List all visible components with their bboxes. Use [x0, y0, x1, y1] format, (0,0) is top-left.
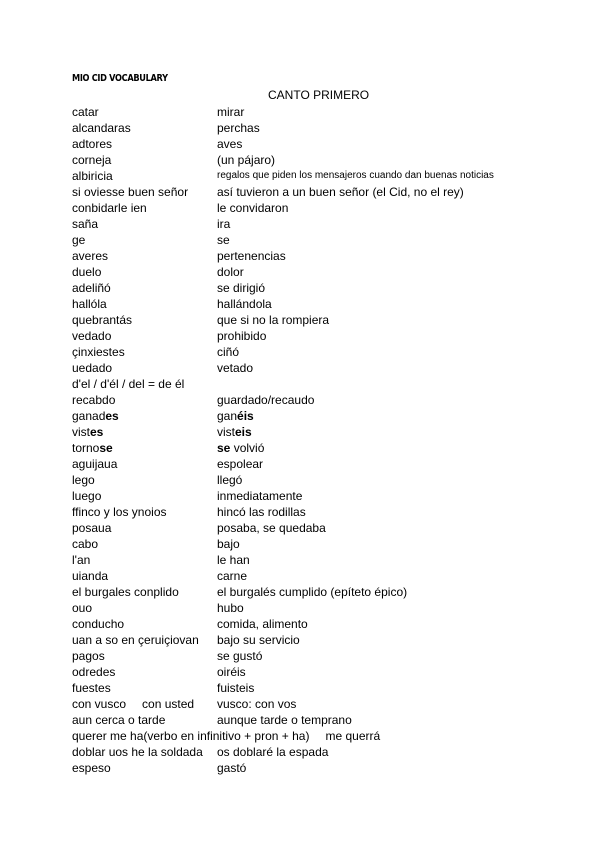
- entry-gloss: se: [217, 233, 230, 247]
- list-item: [72, 488, 562, 504]
- entry-gloss: ciñó: [217, 345, 240, 359]
- entry-term: conbidarle ien: [72, 201, 147, 215]
- entry-term: adtores: [72, 137, 113, 151]
- section-heading: CANTO PRIMERO: [268, 88, 370, 102]
- vocabulary-list: [72, 104, 562, 776]
- entry-gloss: (un pájaro): [217, 153, 276, 167]
- list-item: [72, 600, 562, 616]
- list-item: [72, 616, 562, 632]
- entry-gloss: así tuvieron a un buen señor (el Cid, no el rey): [217, 185, 464, 199]
- entry-gloss: comida, alimento: [217, 617, 308, 631]
- list-item: [72, 568, 562, 584]
- list-item: [72, 472, 562, 488]
- entry-term: duelo: [72, 265, 102, 279]
- entry-term: alcandaras: [72, 121, 131, 135]
- entry-term: cabo: [72, 537, 99, 551]
- entry-gloss: ira: [217, 217, 231, 231]
- entry-gloss: mirar: [217, 105, 245, 119]
- entry-gloss: se gustó: [217, 649, 263, 663]
- list-item: [72, 712, 562, 728]
- entry-gloss: oiréis: [217, 665, 246, 679]
- term-stem: torno: [72, 441, 100, 455]
- entry-term: l'an: [72, 553, 91, 567]
- entry-term: quebrantás: [72, 313, 133, 327]
- entry-gloss: le han: [217, 553, 250, 567]
- list-item: [72, 168, 562, 184]
- entry-gloss: hubo: [217, 601, 244, 615]
- entry-gloss: carne: [217, 569, 248, 583]
- entry-term: ouo: [72, 601, 93, 615]
- gloss-rest: volvió: [230, 441, 265, 455]
- entry-term: albiricia: [72, 169, 113, 183]
- entry-term: adeliñó: [72, 281, 111, 295]
- entry-term: ffinco y los ynoios: [72, 505, 167, 519]
- entry-term: odredes: [72, 665, 116, 679]
- entry-gloss: os doblaré la espada: [217, 745, 329, 759]
- entry-term: si oviesse buen señor: [72, 185, 189, 199]
- entry-term: luego: [72, 489, 102, 503]
- list-item: [72, 312, 562, 328]
- entry-term: conducho: [72, 617, 125, 631]
- entry-term: [72, 696, 194, 712]
- entry-term: lego: [72, 473, 95, 487]
- entry-term: recabdo: [72, 393, 116, 407]
- note-part: me querrá: [325, 729, 381, 743]
- entry-gloss: vetado: [217, 361, 254, 375]
- entry-gloss: bajo su servicio: [217, 633, 300, 647]
- entry-gloss: posaba, se quedaba: [217, 521, 326, 535]
- list-item: [72, 760, 562, 776]
- term-ending: se: [99, 441, 113, 455]
- list-item: [72, 344, 562, 360]
- entry-term: [72, 408, 119, 424]
- term-stem: vist: [72, 425, 90, 439]
- list-item: [72, 360, 562, 376]
- entry-gloss: [217, 408, 254, 424]
- list-item: [72, 424, 562, 440]
- gloss-ending: éis: [237, 409, 254, 423]
- entry-term: espeso: [72, 761, 111, 775]
- entry-gloss: aunque tarde o temprano: [217, 713, 352, 727]
- entry-term: uan a so en çeruiçiovan: [72, 633, 199, 647]
- entry-gloss: bajo: [217, 537, 240, 551]
- list-item: [72, 248, 562, 264]
- entry-term: aguijaua: [72, 457, 118, 471]
- entry-term: ge: [72, 233, 86, 247]
- entry-gloss: espolear: [217, 457, 264, 471]
- entry-gloss: fuisteis: [217, 681, 255, 695]
- list-item: [72, 696, 562, 712]
- list-item: [72, 632, 562, 648]
- entry-term: vedado: [72, 329, 112, 343]
- list-item: [72, 520, 562, 536]
- note-part: querer me ha(verbo en infinitivo + pron + ha): [72, 729, 310, 743]
- gloss-stem: gan: [217, 409, 238, 423]
- list-item: [72, 280, 562, 296]
- list-item: [72, 184, 562, 200]
- list-item: [72, 376, 562, 392]
- entry-gloss: [217, 440, 264, 456]
- term-ending: es: [105, 409, 119, 423]
- entry-gloss: [217, 424, 252, 440]
- entry-term: pagos: [72, 649, 105, 663]
- list-item: [72, 728, 562, 744]
- entry-term: fuestes: [72, 681, 111, 695]
- entry-note: d'el / d'él / del = de él: [72, 377, 185, 391]
- list-item: [72, 120, 562, 136]
- entry-gloss: prohibido: [217, 329, 267, 343]
- term-part: con usted: [142, 697, 195, 711]
- entry-term: hallóla: [72, 297, 107, 311]
- list-item: [72, 664, 562, 680]
- entry-gloss: llegó: [217, 473, 243, 487]
- list-item: [72, 456, 562, 472]
- entry-term: el burgales conplido: [72, 585, 179, 599]
- entry-gloss: el burgalés cumplido (epíteto épico): [217, 585, 408, 599]
- entry-gloss: regalos que piden los mensajeros cuando dan buenas noticias: [217, 170, 494, 181]
- list-item: [72, 744, 562, 760]
- entry-term: posaua: [72, 521, 112, 535]
- entry-gloss: inmediatamente: [217, 489, 303, 503]
- entry-note: [72, 728, 380, 744]
- entry-gloss: dolor: [217, 265, 244, 279]
- entry-term: doblar uos he la soldada: [72, 745, 203, 759]
- list-item: [72, 152, 562, 168]
- entry-gloss: se dirigió: [217, 281, 266, 295]
- entry-gloss: le convidaron: [217, 201, 289, 215]
- entry-term: catar: [72, 105, 99, 119]
- entry-gloss: gastó: [217, 761, 247, 775]
- list-item: [72, 648, 562, 664]
- entry-gloss: hallándola: [217, 297, 272, 311]
- list-item: [72, 536, 562, 552]
- entry-gloss: guardado/recaudo: [217, 393, 315, 407]
- list-item: [72, 504, 562, 520]
- entry-gloss: perchas: [217, 121, 260, 135]
- list-item: [72, 328, 562, 344]
- list-item: [72, 136, 562, 152]
- list-item: [72, 584, 562, 600]
- list-item: [72, 392, 562, 408]
- gloss-ending: eis: [235, 425, 252, 439]
- gloss-stem: vist: [217, 425, 235, 439]
- list-item: [72, 440, 562, 456]
- entry-term: çinxiestes: [72, 345, 125, 359]
- entry-term: [72, 424, 103, 440]
- entry-term: uianda: [72, 569, 109, 583]
- entry-gloss: aves: [217, 137, 243, 151]
- entry-term: uedado: [72, 361, 113, 375]
- list-item: [72, 216, 562, 232]
- entry-term: saña: [72, 217, 99, 231]
- entry-gloss: que si no la rompiera: [217, 313, 330, 327]
- entry-gloss: pertenencias: [217, 249, 286, 263]
- entry-gloss: hincó las rodillas: [217, 505, 306, 519]
- list-item: [72, 296, 562, 312]
- term-stem: ganad: [72, 409, 106, 423]
- list-item: [72, 680, 562, 696]
- list-item: [72, 552, 562, 568]
- document-title: MIO CID VOCABULARY: [72, 73, 168, 84]
- list-item: [72, 232, 562, 248]
- entry-term: averes: [72, 249, 109, 263]
- list-item: [72, 200, 562, 216]
- entry-gloss: vusco: con vos: [217, 697, 297, 711]
- list-item: [72, 104, 562, 120]
- gloss-pronoun: se: [217, 441, 231, 455]
- list-item: [72, 408, 562, 424]
- entry-term: [72, 440, 113, 456]
- term-ending: es: [90, 425, 104, 439]
- entry-term: aun cerca o tarde: [72, 713, 166, 727]
- entry-term: corneja: [72, 153, 112, 167]
- term-part: con vusco: [72, 697, 127, 711]
- list-item: [72, 264, 562, 280]
